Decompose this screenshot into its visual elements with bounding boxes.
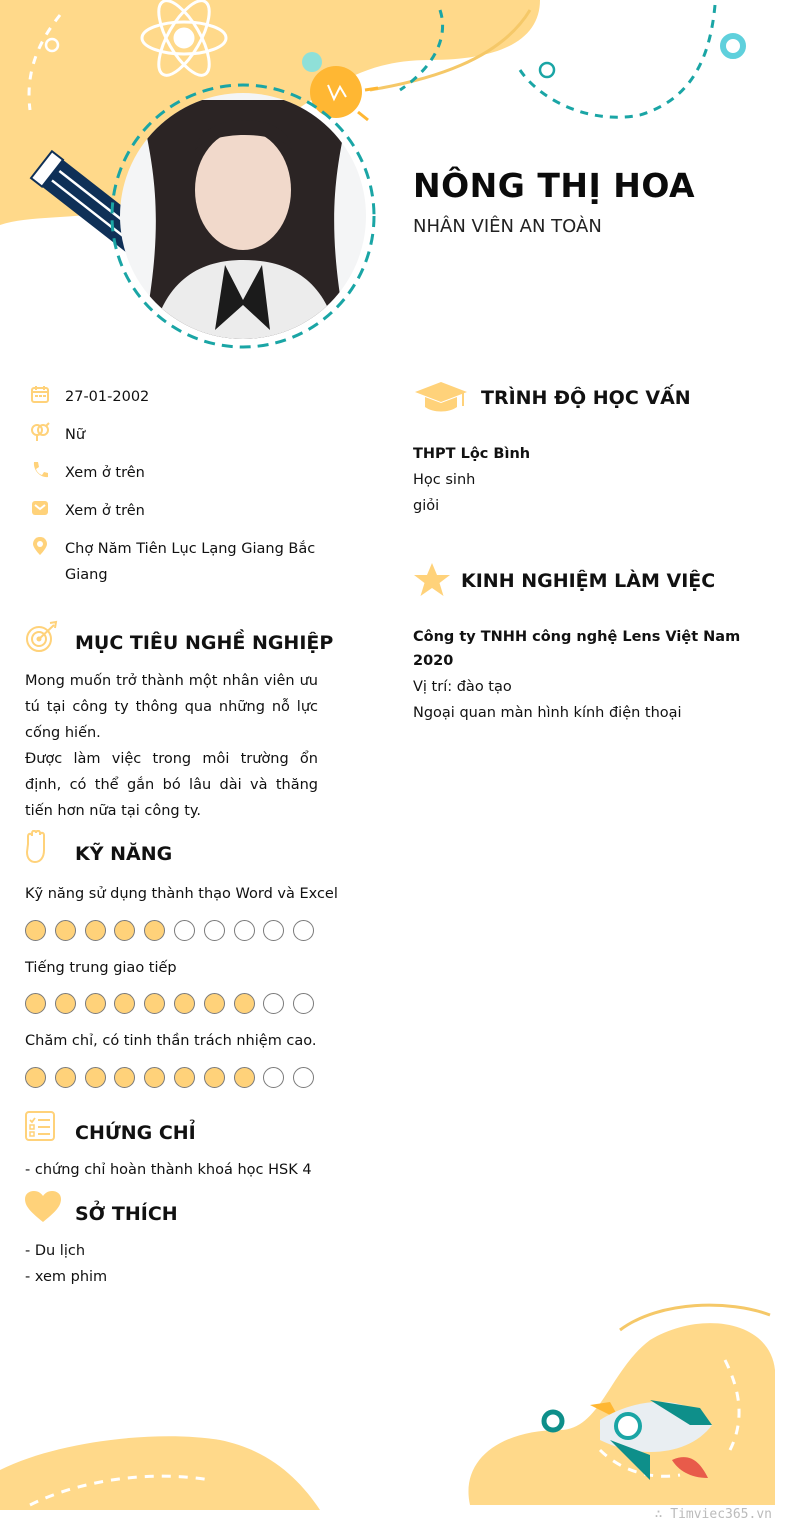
rating-dot-filled bbox=[25, 1067, 46, 1088]
rating-dot-empty bbox=[174, 920, 195, 941]
rating-dot-filled bbox=[204, 993, 225, 1014]
hand-icon bbox=[24, 830, 50, 866]
rating-dot-filled bbox=[25, 993, 46, 1014]
candidate-name: NÔNG THỊ HOA bbox=[413, 166, 696, 205]
skills-heading: KỸ NĂNG bbox=[75, 843, 173, 865]
experience-position: Vị trí: đào tạo bbox=[413, 679, 512, 695]
skill-name: Chăm chỉ, có tinh thần trách nhiệm cao. bbox=[25, 1033, 317, 1049]
location-icon bbox=[30, 536, 50, 556]
rating-dot-filled bbox=[174, 993, 195, 1014]
skill-name: Tiếng trung giao tiếp bbox=[25, 960, 177, 976]
star-icon bbox=[413, 562, 451, 598]
school-name: THPT Lộc Bình bbox=[413, 446, 531, 462]
experience-year: 2020 bbox=[413, 653, 454, 669]
hobbies-heading: SỞ THÍCH bbox=[75, 1203, 178, 1225]
rating-dot-filled bbox=[174, 1067, 195, 1088]
target-icon bbox=[24, 620, 60, 656]
certificate-item: - chứng chỉ hoàn thành khoá học HSK 4 bbox=[25, 1162, 312, 1178]
candidate-title: NHÂN VIÊN AN TOÀN bbox=[413, 216, 602, 237]
footer-watermark: ∴ Timviec365.vn bbox=[654, 1507, 772, 1522]
rating-dot-filled bbox=[85, 920, 106, 941]
checklist-icon bbox=[24, 1110, 56, 1142]
certificates-heading: CHỨNG CHỈ bbox=[75, 1122, 196, 1144]
objective-heading: MỤC TIÊU NGHỀ NGHIỆP bbox=[75, 632, 334, 654]
email-icon bbox=[30, 498, 50, 518]
heart-icon bbox=[24, 1190, 62, 1224]
hobby-item: - xem phim bbox=[25, 1269, 108, 1285]
rating-dot-empty bbox=[234, 920, 255, 941]
objective-text: Mong muốn trở thành một nhân viên ưu tú tại công ty thông qua những nỗ lực cống hiến. Được làm việc trong môi trường ổn định, có thể gắn bó lâu dài và thăng tiến hơn nữa tại công ty. bbox=[25, 673, 318, 819]
rating-dot-filled bbox=[234, 993, 255, 1014]
rating-dot-filled bbox=[25, 920, 46, 941]
calendar-icon bbox=[30, 384, 50, 404]
rating-dot-filled bbox=[85, 993, 106, 1014]
experience-heading: KINH NGHIỆM LÀM VIỆC bbox=[461, 570, 716, 592]
rating-dot-filled bbox=[55, 993, 76, 1014]
rating-dot-filled bbox=[55, 1067, 76, 1088]
education-heading: TRÌNH ĐỘ HỌC VẤN bbox=[481, 387, 691, 409]
hobby-item: - Du lịch bbox=[25, 1243, 86, 1259]
skill-name: Kỹ năng sử dụng thành thạo Word và Excel bbox=[25, 886, 338, 902]
education-detail: Học sinh bbox=[413, 472, 476, 488]
company-name: Công ty TNHH công nghệ Lens Việt Nam bbox=[413, 629, 741, 645]
phone-icon bbox=[30, 460, 50, 480]
experience-description: Ngoại quan màn hình kính điện thoại bbox=[413, 705, 682, 721]
rating-dot-filled bbox=[204, 1067, 225, 1088]
gender-icon bbox=[30, 422, 50, 442]
graduation-cap-icon bbox=[413, 380, 469, 416]
rating-dot-filled bbox=[55, 920, 76, 941]
rating-dot-empty bbox=[204, 920, 225, 941]
rating-dot-filled bbox=[85, 1067, 106, 1088]
education-detail: giỏi bbox=[413, 498, 440, 514]
rating-dot-filled bbox=[234, 1067, 255, 1088]
